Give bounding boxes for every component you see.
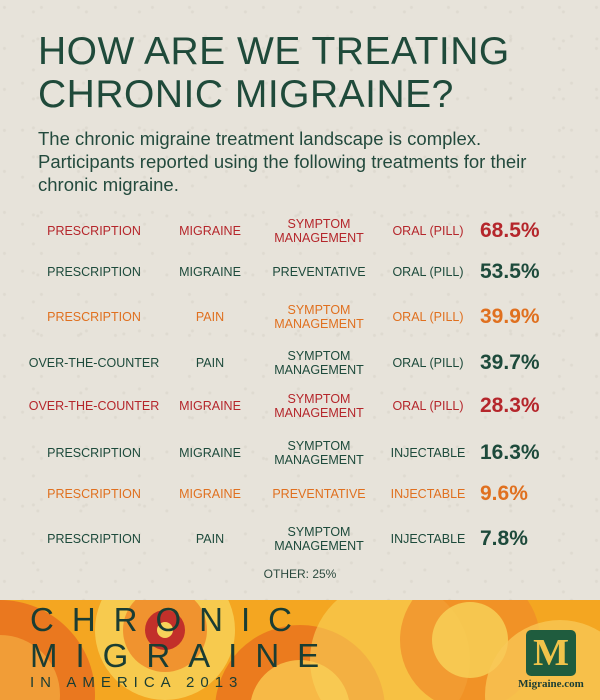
- migraine-logo-icon[interactable]: M: [526, 630, 576, 676]
- purpose-line: PREVENTATIVE: [272, 487, 366, 501]
- percent-value: 16.3%: [480, 441, 540, 464]
- table-row: [0, 521, 600, 557]
- logo-site-name[interactable]: Migraine.com: [518, 678, 584, 690]
- availability-cell: OVER-THE-COUNTER: [28, 356, 160, 370]
- percent-value: 28.3%: [480, 394, 540, 417]
- form-cell: INJECTABLE: [390, 487, 466, 501]
- availability-cell: PRESCRIPTION: [47, 224, 141, 238]
- table-row: [0, 435, 600, 471]
- purpose-cell: [256, 345, 382, 381]
- indication-cell: PAIN: [195, 532, 225, 546]
- form-cell: ORAL (PILL): [392, 265, 464, 279]
- form-cell: ORAL (PILL): [392, 224, 464, 238]
- purpose-cell: [256, 299, 382, 335]
- purpose-line: MANAGEMENT: [274, 363, 364, 377]
- percent-value: 39.7%: [480, 351, 540, 374]
- other-label: OTHER: 25%: [263, 567, 337, 581]
- purpose-line: MANAGEMENT: [274, 539, 364, 553]
- percent-value: 7.8%: [480, 527, 528, 550]
- percent-value: 53.5%: [480, 260, 540, 283]
- purpose-line: SYMPTOM: [287, 392, 351, 406]
- brand-line-3: IN AMERICA 2013: [30, 674, 244, 691]
- purpose-line: MANAGEMENT: [274, 406, 364, 420]
- availability-cell: PRESCRIPTION: [47, 265, 141, 279]
- indication-cell: MIGRAINE: [179, 487, 241, 501]
- page-title: [38, 30, 578, 116]
- purpose-line: SYMPTOM: [287, 303, 351, 317]
- table-row: [0, 476, 600, 512]
- table-row: [0, 254, 600, 290]
- form-cell: ORAL (PILL): [392, 310, 464, 324]
- table-row: [0, 388, 600, 424]
- purpose-line: SYMPTOM: [287, 525, 351, 539]
- indication-cell: MIGRAINE: [179, 399, 241, 413]
- form-cell: INJECTABLE: [390, 532, 466, 546]
- purpose-line: MANAGEMENT: [274, 453, 364, 467]
- availability-cell: PRESCRIPTION: [47, 487, 141, 501]
- purpose-line: MANAGEMENT: [274, 231, 364, 245]
- indication-cell: PAIN: [195, 310, 225, 324]
- title-line-1: HOW ARE WE TREATING: [38, 30, 510, 73]
- form-cell: ORAL (PILL): [392, 399, 464, 413]
- title-line-2: CHRONIC MIGRAINE?: [38, 73, 454, 116]
- brand-wordmark: [30, 602, 337, 692]
- purpose-cell: [256, 476, 382, 512]
- availability-cell: OVER-THE-COUNTER: [28, 399, 160, 413]
- purpose-line: PREVENTATIVE: [272, 265, 366, 279]
- availability-cell: PRESCRIPTION: [47, 446, 141, 460]
- percent-value: 9.6%: [480, 482, 528, 505]
- availability-cell: PRESCRIPTION: [47, 532, 141, 546]
- purpose-cell: [256, 213, 382, 249]
- form-cell: INJECTABLE: [390, 446, 466, 460]
- table-row: [0, 213, 600, 249]
- purpose-line: SYMPTOM: [287, 439, 351, 453]
- availability-cell: PRESCRIPTION: [47, 310, 141, 324]
- purpose-cell: [256, 435, 382, 471]
- purpose-line: SYMPTOM: [287, 349, 351, 363]
- purpose-line: MANAGEMENT: [274, 317, 364, 331]
- indication-cell: MIGRAINE: [179, 265, 241, 279]
- purpose-cell: [256, 521, 382, 557]
- purpose-cell: [256, 388, 382, 424]
- indication-cell: MIGRAINE: [179, 224, 241, 238]
- indication-cell: MIGRAINE: [179, 446, 241, 460]
- purpose-cell: [256, 254, 382, 290]
- brand-line-1: CHRONIC: [30, 601, 310, 638]
- form-cell: ORAL (PILL): [392, 356, 464, 370]
- brand-line-2: MIGRAINE: [30, 637, 338, 674]
- percent-value: 39.9%: [480, 305, 540, 328]
- purpose-line: SYMPTOM: [287, 217, 351, 231]
- indication-cell: PAIN: [195, 356, 225, 370]
- subtitle: The chronic migraine treatment landscape is complex. Participants reported using the following treatments for their chronic migraine.: [38, 128, 527, 195]
- table-row: [0, 299, 600, 335]
- table-row: [0, 345, 600, 381]
- percent-value: 68.5%: [480, 219, 540, 242]
